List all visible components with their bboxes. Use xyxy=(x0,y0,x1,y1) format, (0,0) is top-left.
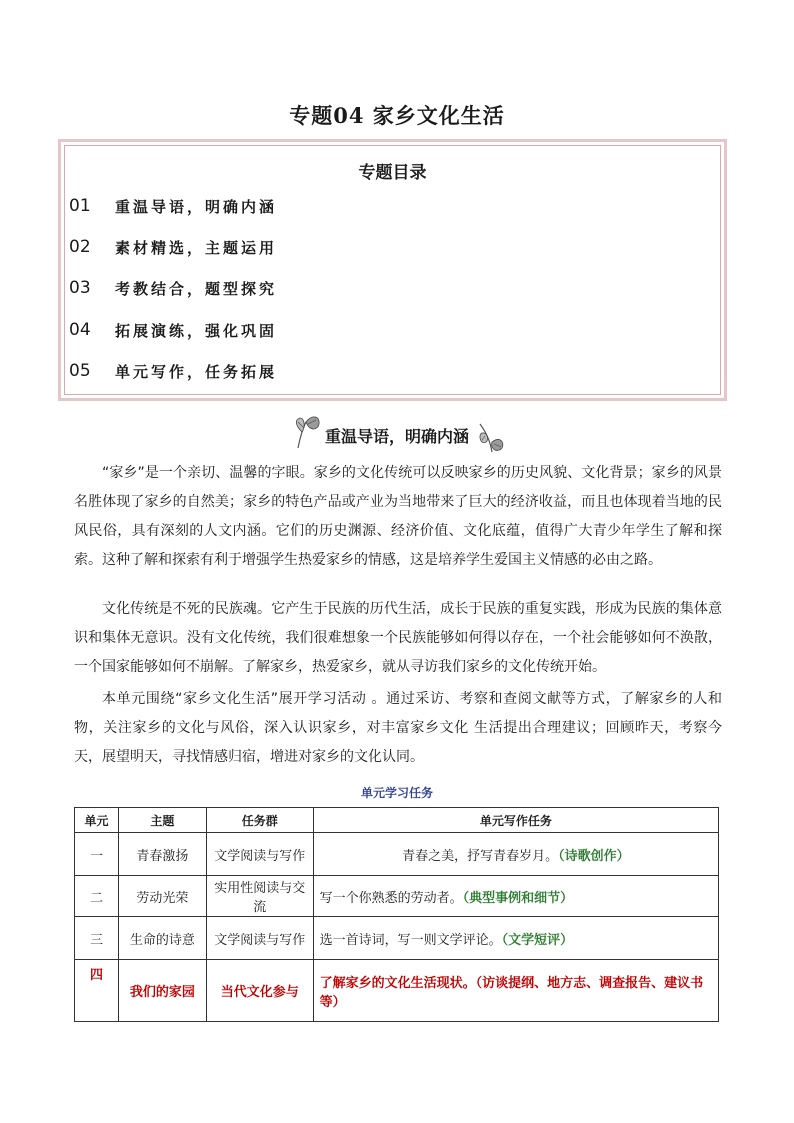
table-row xyxy=(75,917,719,960)
toc-item xyxy=(69,235,277,259)
table-header-cell: 任务群 xyxy=(206,808,313,833)
table-header-cell: 单元写作任务 xyxy=(313,808,718,833)
toc-item-text: 素材精选，主题运用 xyxy=(115,238,278,257)
theme-cell: 我们的家园 xyxy=(118,960,206,1022)
table-row xyxy=(75,876,719,917)
task-group-cell: 实用性阅读与交流 xyxy=(206,876,313,917)
leaf-right-icon xyxy=(476,420,506,456)
toc-item xyxy=(69,318,277,342)
table-header-cell: 主题 xyxy=(118,808,206,833)
writing-task-cell xyxy=(313,917,718,960)
toc-item-number: 01 xyxy=(69,196,91,216)
toc-item-number: 03 xyxy=(69,278,91,298)
section-banner-title: 重温导语，明确内涵 xyxy=(324,427,469,446)
writing-task-cell xyxy=(313,960,718,1022)
task-group-cell: 当代文化参与 xyxy=(206,960,313,1022)
toc-item xyxy=(69,194,277,218)
writing-task-note: （访谈提纲、地方志、调查报告、建议书等） xyxy=(319,975,704,1010)
writing-task-text: 选一首诗词，写一则文学评论。 xyxy=(319,932,502,948)
toc-item-number: 04 xyxy=(69,320,91,340)
task-group-cell: 文学阅读与写作 xyxy=(206,833,313,876)
page-title: 专题04 家乡文化生活 xyxy=(289,103,505,128)
toc-item xyxy=(69,359,277,383)
toc-item xyxy=(69,276,277,300)
toc-item-text: 考教结合，题型探究 xyxy=(115,279,278,298)
intro-paragraph: 本单元围绕“家乡文化生活”展开学习活动 。通过采访、考察和查阅文献等方式，了解家乡的人和物，关注家乡的文化与风俗，深入认识家乡，对丰富家乡文化 生活提出合理建议；回顾昨天，考察今天，展望明天，寻找情感归宿，增进对家乡的文化认同。 xyxy=(74,691,722,765)
writing-task-note: （典型事例和细节） xyxy=(462,890,574,906)
writing-task-note: （文学短评） xyxy=(501,932,574,948)
writing-task-text: 了解家乡的文化生活现状。 xyxy=(319,975,476,991)
writing-task-cell xyxy=(313,876,718,917)
intro-paragraph: 文化传统是不死的民族魂。它产生于民族的历代生活，成长于民族的重复实践，形成为民族的集体意识和集体无意识。没有文化传统，我们很难想象一个民族能够如何得以存在，一个社会能够如何不涣散，一个国家能够如何不崩解。了解家乡，热爱家乡，就从寻访我们家乡的文化传统开始。 xyxy=(74,601,722,675)
toc-box xyxy=(58,139,727,401)
table-row xyxy=(75,833,719,876)
section-banner xyxy=(0,410,794,456)
toc-item-text: 拓展演练，强化巩固 xyxy=(115,321,278,340)
writing-task-note: （诗歌创作） xyxy=(558,848,630,864)
table-caption: 单元学习任务 xyxy=(360,786,433,800)
unit-cell: 一 xyxy=(75,833,119,876)
table-header-row xyxy=(75,808,719,833)
table-row-highlight xyxy=(75,960,719,1022)
writing-task-text: 写一个你熟悉的劳动者。 xyxy=(319,890,463,906)
toc-item-number: 05 xyxy=(69,361,91,381)
writing-task-text: 青春之美，抒写青春岁月。 xyxy=(402,848,559,864)
intro-paragraph: “家乡”是一个亲切、温馨的字眼。家乡的文化传统可以反映家乡的历史风貌、文化背景；家乡的风景名胜体现了家乡的自然美；家乡的特色产品或产业为当地带来了巨大的经济收益，而且也体现着当地的民风民俗，具有深刻的人文内涵。它们的历史渊源、经济价值、文化底蕴，值得广大青少年学生了解和探索。这种了解和探索有利于增强学生热爱家乡的情感，这是培养学生爱国主义情感的必由之路。 xyxy=(74,465,722,568)
table-header-cell: 单元 xyxy=(75,808,119,833)
writing-task-cell xyxy=(313,833,718,876)
toc-item-text: 单元写作，任务拓展 xyxy=(115,362,278,381)
toc-item-text: 重温导语，明确内涵 xyxy=(115,197,278,216)
task-group-cell: 文学阅读与写作 xyxy=(206,917,313,960)
unit-cell: 四 xyxy=(75,960,119,1022)
theme-cell: 劳动光荣 xyxy=(118,876,206,917)
toc-item-number: 02 xyxy=(69,237,91,257)
unit-tasks-table xyxy=(74,807,719,1022)
theme-cell: 生命的诗意 xyxy=(118,917,206,960)
theme-cell: 青春激扬 xyxy=(118,833,206,876)
unit-cell: 三 xyxy=(75,917,119,960)
toc-heading: 专题目录 xyxy=(358,163,427,183)
unit-cell: 二 xyxy=(75,876,119,917)
